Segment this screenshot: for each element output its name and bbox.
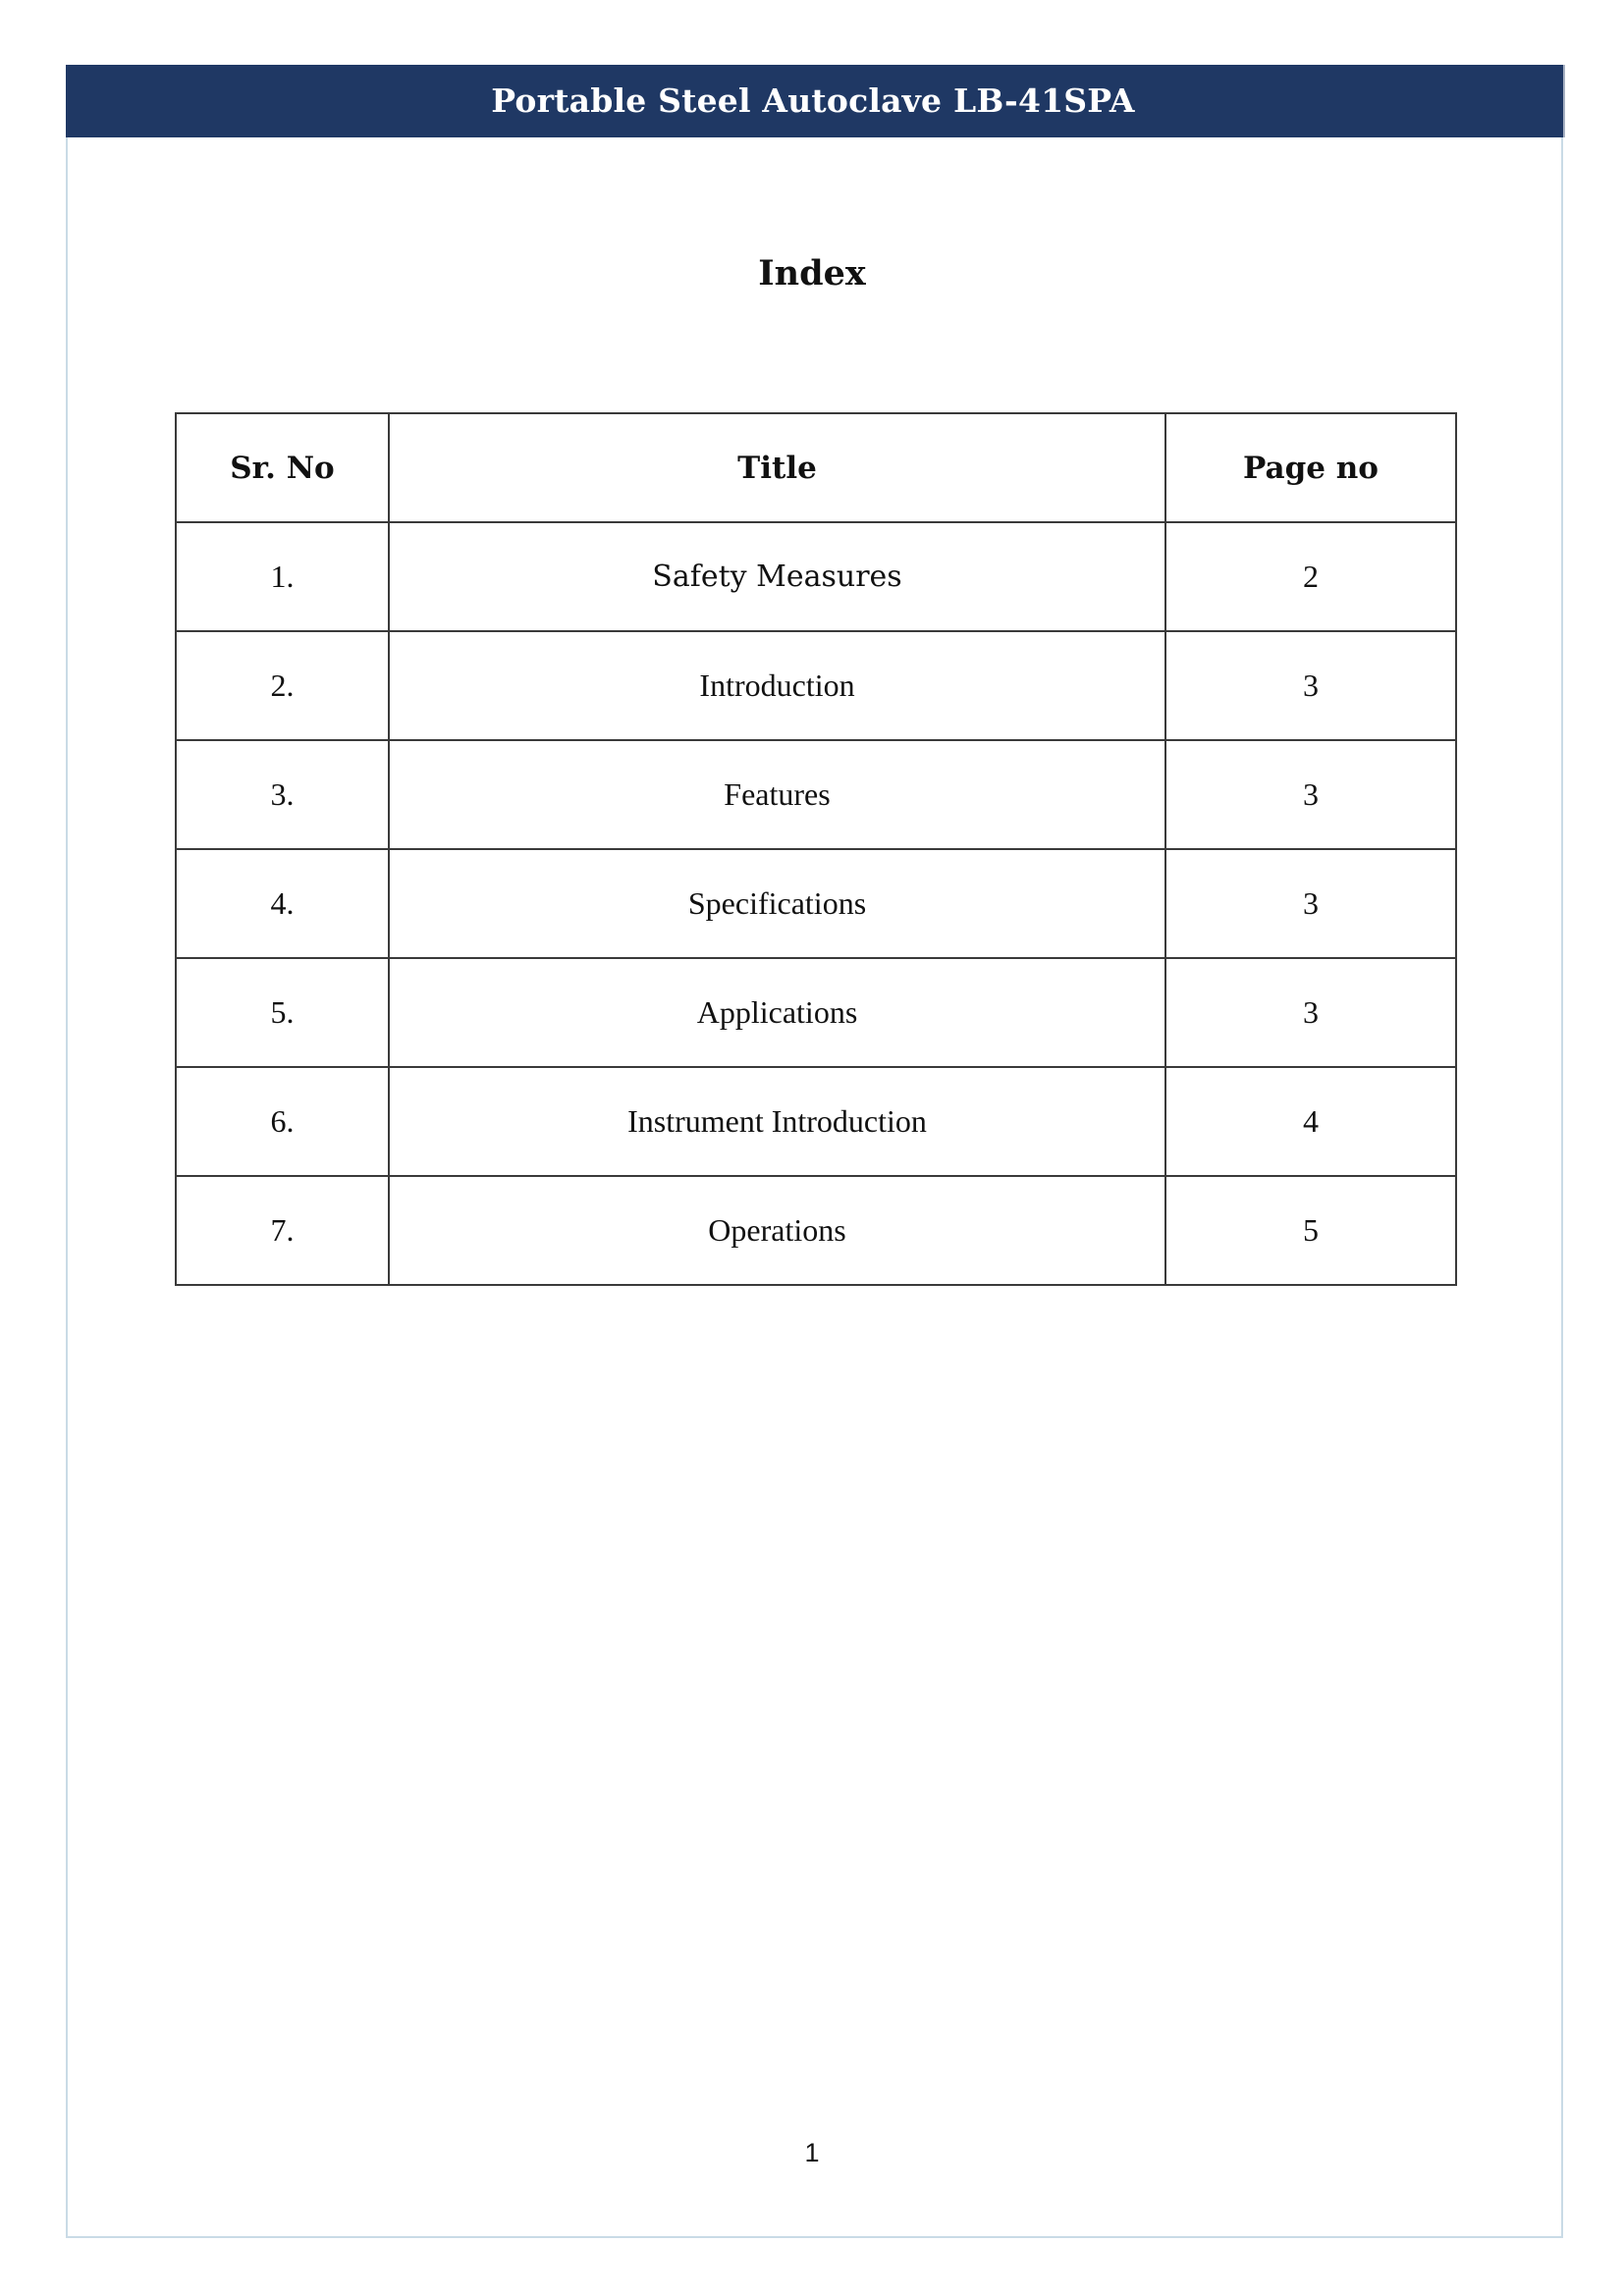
sr-no-cell: 4. [176, 849, 389, 958]
column-header-sr-no: Sr. No [176, 413, 389, 522]
table-row [176, 958, 1456, 1067]
table-row [176, 849, 1456, 958]
table-row [176, 1067, 1456, 1176]
index-heading: Index [758, 253, 866, 294]
page-no-cell: 5 [1165, 1176, 1456, 1285]
sr-no-cell: 2. [176, 631, 389, 740]
table-row [176, 631, 1456, 740]
index-table [175, 412, 1457, 1286]
title-cell: Specifications [389, 849, 1165, 958]
page-no-cell: 4 [1165, 1067, 1456, 1176]
page-no-cell: 3 [1165, 849, 1456, 958]
page-no-cell: 3 [1165, 740, 1456, 849]
title-cell: Instrument Introduction [389, 1067, 1165, 1176]
sr-no-cell: 1. [176, 522, 389, 631]
column-header-title: Title [389, 413, 1165, 522]
document-title: Portable Steel Autoclave LB-41SPA [491, 81, 1135, 120]
sr-no-cell: 5. [176, 958, 389, 1067]
title-cell: Applications [389, 958, 1165, 1067]
title-cell: Safety Measures [389, 522, 1165, 631]
page-no-cell: 2 [1165, 522, 1456, 631]
page-number: 1 [804, 2138, 820, 2167]
title-cell: Features [389, 740, 1165, 849]
table-row [176, 740, 1456, 849]
sr-no-cell: 3. [176, 740, 389, 849]
sr-no-cell: 6. [176, 1067, 389, 1176]
column-header-page-no: Page no [1165, 413, 1456, 522]
page-no-cell: 3 [1165, 631, 1456, 740]
title-cell: Operations [389, 1176, 1165, 1285]
title-cell: Introduction [389, 631, 1165, 740]
document-header [66, 65, 1565, 137]
table-row [176, 1176, 1456, 1285]
page-no-cell: 3 [1165, 958, 1456, 1067]
table-row [176, 522, 1456, 631]
sr-no-cell: 7. [176, 1176, 389, 1285]
table-header-row [176, 413, 1456, 522]
